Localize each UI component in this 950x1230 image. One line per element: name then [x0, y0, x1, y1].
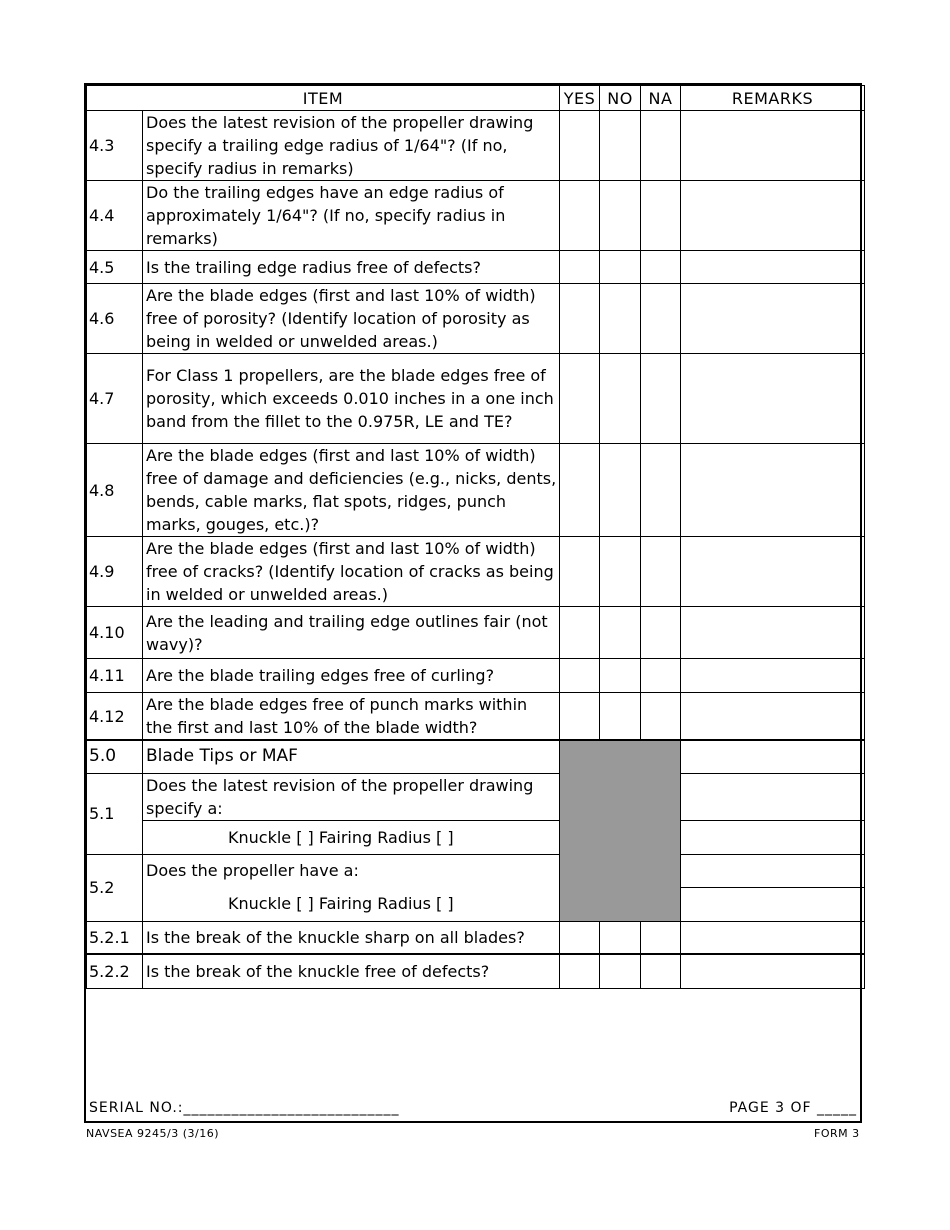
no-cell[interactable]	[600, 537, 641, 607]
item-number: 4.5	[87, 251, 143, 284]
na-cell[interactable]	[641, 284, 681, 354]
na-cell[interactable]	[641, 354, 681, 444]
na-cell[interactable]	[641, 921, 681, 954]
item-number: 4.11	[87, 659, 143, 693]
table-row	[87, 251, 865, 284]
header-row	[87, 86, 865, 111]
no-cell[interactable]	[600, 693, 641, 741]
yes-cell[interactable]	[560, 354, 600, 444]
no-cell[interactable]	[600, 444, 641, 537]
na-cell[interactable]	[641, 444, 681, 537]
item-number: 4.9	[87, 537, 143, 607]
item-number: 5.2.2	[87, 954, 143, 988]
table-row	[87, 693, 865, 741]
no-cell[interactable]	[600, 251, 641, 284]
yes-cell[interactable]	[560, 181, 600, 251]
remarks-cell[interactable]	[681, 921, 865, 954]
yes-cell[interactable]	[560, 251, 600, 284]
remarks-header: REMARKS	[681, 86, 865, 111]
page-number: PAGE 3 OF _____	[729, 1100, 857, 1116]
item-number: 5.2	[87, 854, 143, 921]
table-row	[87, 181, 865, 251]
remarks-cell[interactable]	[681, 181, 865, 251]
item-question: Are the blade edges free of punch marks within the first and last 10% of the blade width?	[143, 693, 560, 741]
table-row	[87, 537, 865, 607]
no-cell[interactable]	[600, 921, 641, 954]
remarks-cell[interactable]	[681, 607, 865, 659]
item-question: Does the propeller have a:	[143, 854, 560, 887]
yes-header: YES	[560, 86, 600, 111]
remarks-cell[interactable]	[681, 444, 865, 537]
item-question: Is the break of the knuckle sharp on all blades?	[143, 921, 560, 954]
section-row	[87, 740, 865, 773]
remarks-cell[interactable]	[681, 284, 865, 354]
remarks-cell[interactable]	[681, 659, 865, 693]
item-number: 5.2.1	[87, 921, 143, 954]
yes-cell[interactable]	[560, 954, 600, 988]
item-header: ITEM	[87, 86, 560, 111]
yes-cell[interactable]	[560, 607, 600, 659]
section-title: Blade Tips or MAF	[143, 740, 560, 773]
no-cell[interactable]	[600, 354, 641, 444]
item-number: 4.4	[87, 181, 143, 251]
item-number: 4.3	[87, 111, 143, 181]
table-row	[87, 354, 865, 444]
item-question: Are the blade trailing edges free of curling?	[143, 659, 560, 693]
option-line	[143, 820, 560, 854]
item-number: 5.1	[87, 773, 143, 854]
item-question: Is the break of the knuckle free of defects?	[143, 954, 560, 988]
item-question: Are the blade edges (first and last 10% of width) free of damage and deficiencies (e.g., nicks, dents, bends, cable marks, flat spots, ridges, punch marks, gouges, etc.)?	[143, 444, 560, 537]
yes-cell[interactable]	[560, 921, 600, 954]
item-number: 4.12	[87, 693, 143, 741]
na-cell[interactable]	[641, 251, 681, 284]
no-header: NO	[600, 86, 641, 111]
remarks-cell[interactable]	[681, 887, 865, 921]
na-cell[interactable]	[641, 537, 681, 607]
checklist-table	[86, 85, 865, 989]
remarks-cell[interactable]	[681, 820, 865, 854]
knuckle-fairing-options[interactable]: Knuckle [ ] Fairing Radius [ ]	[228, 827, 454, 847]
item-question: Do the trailing edges have an edge radius of approximately 1/64"? (If no, specify radius in remarks)	[143, 181, 560, 251]
na-cell[interactable]	[641, 181, 681, 251]
table-row	[87, 773, 865, 820]
item-question: Are the blade edges (first and last 10% of width) free of cracks? (Identify location of cracks as being in welded or unwelded areas.)	[143, 537, 560, 607]
remarks-cell[interactable]	[681, 773, 865, 820]
na-cell[interactable]	[641, 693, 681, 741]
table-row	[87, 284, 865, 354]
form-identifier: NAVSEA 9245/3 (3/16)	[86, 1127, 220, 1140]
yes-cell[interactable]	[560, 111, 600, 181]
yes-cell[interactable]	[560, 284, 600, 354]
na-cell[interactable]	[641, 954, 681, 988]
table-row	[87, 607, 865, 659]
remarks-cell[interactable]	[681, 740, 865, 773]
remarks-cell[interactable]	[681, 111, 865, 181]
table-row	[87, 921, 865, 954]
remarks-cell[interactable]	[681, 854, 865, 887]
option-line	[143, 887, 560, 921]
table-row-options	[87, 820, 865, 854]
table-row	[87, 659, 865, 693]
shaded-block	[560, 740, 681, 921]
no-cell[interactable]	[600, 954, 641, 988]
item-question: Are the leading and trailing edge outlines fair (not wavy)?	[143, 607, 560, 659]
item-number: 4.8	[87, 444, 143, 537]
form-number: FORM 3	[814, 1127, 860, 1140]
yes-cell[interactable]	[560, 659, 600, 693]
remarks-cell[interactable]	[681, 251, 865, 284]
remarks-cell[interactable]	[681, 954, 865, 988]
table-row	[87, 854, 865, 887]
knuckle-fairing-options[interactable]: Knuckle [ ] Fairing Radius [ ]	[228, 894, 454, 914]
na-cell[interactable]	[641, 111, 681, 181]
section-number: 5.0	[87, 740, 143, 773]
no-cell[interactable]	[600, 607, 641, 659]
na-header: NA	[641, 86, 681, 111]
remarks-cell[interactable]	[681, 354, 865, 444]
item-number: 4.7	[87, 354, 143, 444]
table-row	[87, 444, 865, 537]
yes-cell[interactable]	[560, 693, 600, 741]
item-number: 4.10	[87, 607, 143, 659]
na-cell[interactable]	[641, 659, 681, 693]
table-row-options	[87, 887, 865, 921]
table-row	[87, 954, 865, 988]
no-cell[interactable]	[600, 284, 641, 354]
yes-cell[interactable]	[560, 537, 600, 607]
na-cell[interactable]	[641, 607, 681, 659]
item-question: Does the latest revision of the propeller drawing specify a trailing edge radius of 1/64"? (If no, specify radius in remarks)	[143, 111, 560, 181]
no-cell[interactable]	[600, 659, 641, 693]
yes-cell[interactable]	[560, 444, 600, 537]
serial-number-field[interactable]: SERIAL NO.:___________________________	[89, 1100, 400, 1116]
no-cell[interactable]	[600, 181, 641, 251]
remarks-cell[interactable]	[681, 537, 865, 607]
item-question: For Class 1 propellers, are the blade edges free of porosity, which exceeds 0.010 inches in a one inch band from the fillet to the 0.975R, LE and TE?	[143, 354, 560, 444]
inspection-form	[84, 83, 862, 1123]
item-number: 4.6	[87, 284, 143, 354]
table-row	[87, 111, 865, 181]
item-question: Are the blade edges (first and last 10% of width) free of porosity? (Identify location of porosity as being in welded or unwelded areas.)	[143, 284, 560, 354]
item-question: Does the latest revision of the propeller drawing specify a:	[143, 773, 560, 820]
item-question: Is the trailing edge radius free of defects?	[143, 251, 560, 284]
no-cell[interactable]	[600, 111, 641, 181]
remarks-cell[interactable]	[681, 693, 865, 741]
